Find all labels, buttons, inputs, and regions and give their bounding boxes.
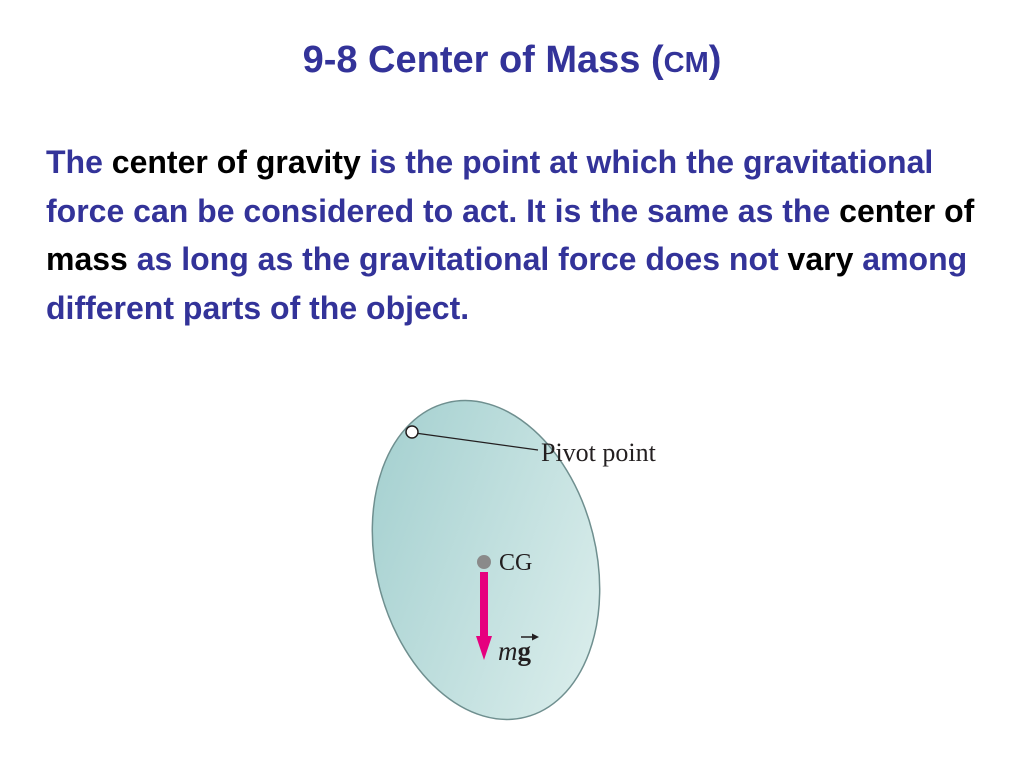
title-close: ) — [708, 39, 722, 81]
cg-label: CG — [499, 550, 533, 576]
term-center-of-gravity: center of gravity — [111, 144, 361, 180]
term-vary: vary — [787, 241, 854, 277]
cg-marker — [477, 555, 491, 569]
title-abbrev: CM — [663, 47, 709, 79]
body-paragraph — [46, 138, 996, 332]
pivot-point-marker — [406, 426, 418, 438]
svg-text:mg — [498, 636, 532, 666]
body-segment-1: The — [46, 144, 112, 180]
force-symbol-g: g — [517, 636, 531, 666]
pivot-point-label: Pivot point — [541, 438, 656, 467]
body-segment-5: as long as the gravitational force does not — [127, 241, 788, 277]
center-of-gravity-figure — [360, 396, 700, 726]
term-center-of-mass: center of mass — [46, 192, 975, 277]
force-symbol-m: m — [498, 636, 518, 666]
slide-title — [0, 36, 1024, 87]
body-segment-3: is the point at which the gravitational force can be considered to act. It is the same as the — [46, 144, 934, 229]
body-segment-7: among different parts of the object. — [46, 241, 968, 326]
title-main: 9-8 Center of Mass ( — [302, 39, 664, 81]
